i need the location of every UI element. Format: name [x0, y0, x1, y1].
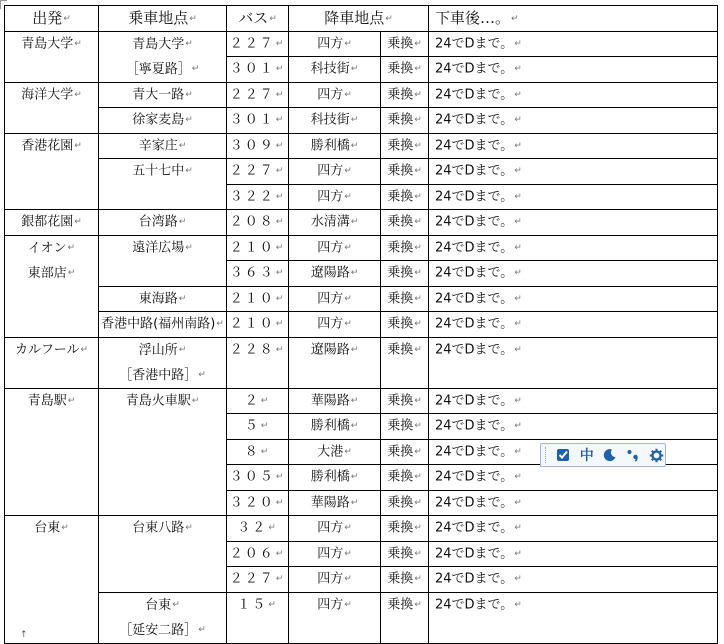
bus-number-cell: ８↵ [227, 439, 289, 465]
after-cell: 24でDまで。↵ [429, 133, 718, 159]
alighting-cell: 科技街↵ [289, 108, 381, 134]
header-alighting: 降車地点↵ [289, 6, 429, 32]
bus-number-cell: ２↵ [227, 388, 289, 414]
table-row [5, 133, 718, 159]
table-row [5, 210, 718, 236]
after-cell: 24でDまで。↵ [429, 439, 718, 465]
table-row [5, 516, 718, 542]
alighting-cell: 水清溝↵ [289, 210, 381, 236]
bus-number-cell: ５↵ [227, 414, 289, 440]
boarding-cell: 香港中路(福州南路)↵ [99, 312, 227, 338]
bus-number-cell: ２２７↵ [227, 31, 289, 57]
alighting-cell: 四方↵ [289, 516, 381, 542]
boarding-cell: 東海路↵ [99, 286, 227, 312]
bus-number-cell: ３２０↵ [227, 490, 289, 516]
bus-number-cell: ３０１↵ [227, 57, 289, 83]
after-cell: 24でDまで。↵ [429, 82, 718, 108]
departure-cell: 台東↵ [5, 516, 99, 644]
bus-number-cell: ２１０↵ [227, 312, 289, 338]
alighting-cell: 四方↵ [289, 31, 381, 57]
transfer-cell: 乗換↵ [381, 108, 429, 134]
checkbox-icon[interactable] [555, 446, 572, 464]
alighting-cell: 四方↵ [289, 184, 381, 210]
transfer-cell: 乗換↵ [381, 159, 429, 185]
boarding-cell: 五十七中↵ [99, 159, 227, 210]
bus-number-cell: ３０５↵ [227, 465, 289, 491]
bus-number-cell: ２１０↵ [227, 286, 289, 312]
transfer-cell: 乗換↵ [381, 31, 429, 57]
bus-number-cell: ２０８↵ [227, 210, 289, 236]
alighting-cell: 科技街↵ [289, 57, 381, 83]
boarding-cell: 台東↵ ［延安二路］↵ [99, 592, 227, 643]
alighting-cell: 四方↵ [289, 312, 381, 338]
after-cell: 24でDまで。↵ [429, 108, 718, 134]
header-bus: バス↵ [227, 6, 289, 32]
boarding-cell: 遠洋広場↵ [99, 235, 227, 286]
departure-cell: 青島大学↵ [5, 31, 99, 82]
table-row [5, 592, 718, 643]
alighting-cell: 遼陽路↵ [289, 261, 381, 287]
table-header-row [5, 6, 718, 32]
transfer-cell: 乗換↵ [381, 337, 429, 388]
alighting-cell: 四方↵ [289, 235, 381, 261]
boarding-cell: 浮山所↵ ［香港中路］↵ [99, 337, 227, 388]
transfer-cell: 乗換↵ [381, 439, 429, 465]
bus-number-cell: ３２２↵ [227, 184, 289, 210]
alighting-cell: 勝利橋↵ [289, 133, 381, 159]
bus-number-cell: ２１０↵ [227, 235, 289, 261]
input-mode-button[interactable]: 中 [579, 448, 594, 464]
transfer-cell: 乗換↵ [381, 516, 429, 542]
transfer-cell: 乗換↵ [381, 592, 429, 643]
bus-number-cell: ２２８↵ [227, 337, 289, 388]
after-cell: 24でDまで。↵ [429, 465, 718, 491]
departure-cell: 青島駅↵ [5, 388, 99, 516]
table-row [5, 235, 718, 261]
after-cell: 24でDまで。↵ [429, 337, 718, 388]
table-row [5, 312, 718, 338]
boarding-cell: 青島大学↵ ［寧夏路］↵ [99, 31, 227, 82]
after-cell: 24でDまで。↵ [429, 31, 718, 57]
transfer-cell: 乗換↵ [381, 184, 429, 210]
transfer-cell: 乗換↵ [381, 210, 429, 236]
alighting-cell: 四方↵ [289, 567, 381, 593]
transfer-cell: 乗換↵ [381, 414, 429, 440]
departure-cell: 銀都花園↵ [5, 210, 99, 236]
gear-icon[interactable] [648, 446, 665, 464]
after-cell: 24でDまで。↵ [429, 210, 718, 236]
alighting-cell: 四方↵ [289, 286, 381, 312]
boarding-cell: 辛家庄↵ [99, 133, 227, 159]
header-departure: 出発↵ [5, 6, 99, 32]
alighting-cell: 大港↵ [289, 439, 381, 465]
after-cell: 24でDまで。↵ [429, 159, 718, 185]
table-row [5, 286, 718, 312]
alighting-cell: 四方↵ [289, 541, 381, 567]
table-row [5, 159, 718, 185]
bus-number-cell: ２２７↵ [227, 82, 289, 108]
bus-number-cell: ２０６↵ [227, 541, 289, 567]
bus-number-cell: ３６３↵ [227, 261, 289, 287]
alighting-cell: 四方↵ [289, 159, 381, 185]
alighting-cell: 四方↵ [289, 592, 381, 643]
table-row [5, 82, 718, 108]
after-cell: 24でDまで。↵ [429, 490, 718, 516]
after-cell: 24でDまで。↵ [429, 235, 718, 261]
alighting-cell: 遼陽路↵ [289, 337, 381, 388]
header-after: 下車後…。↵ [429, 6, 718, 32]
after-cell: 24でDまで。↵ [429, 312, 718, 338]
boarding-cell: 台東八路↵ [99, 516, 227, 593]
departure-cell: カルフール↵ [5, 337, 99, 388]
after-cell: 24でDまで。↵ [429, 592, 718, 643]
text-cursor-mark: ↑ [20, 630, 28, 640]
ime-toolbar[interactable] [540, 443, 666, 467]
table-row [5, 108, 718, 134]
after-cell: 24でDまで。↵ [429, 261, 718, 287]
transfer-cell: 乗換↵ [381, 261, 429, 287]
boarding-cell: 青島火車駅↵ [99, 388, 227, 516]
transfer-cell: 乗換↵ [381, 567, 429, 593]
table-row [5, 31, 718, 57]
moon-icon[interactable] [601, 446, 618, 464]
transfer-cell: 乗換↵ [381, 388, 429, 414]
after-cell: 24でDまで。↵ [429, 516, 718, 542]
boarding-cell: 徐家麦島↵ [99, 108, 227, 134]
after-cell: 24でDまで。↵ [429, 567, 718, 593]
after-cell: 24でDまで。↵ [429, 414, 718, 440]
alighting-cell: 華陽路↵ [289, 490, 381, 516]
after-cell: 24でDまで。↵ [429, 388, 718, 414]
bus-route-table [4, 5, 718, 644]
transfer-cell: 乗換↵ [381, 286, 429, 312]
after-cell: 24でDまで。↵ [429, 286, 718, 312]
bus-number-cell: １５↵ [227, 592, 289, 643]
alighting-cell: 華陽路↵ [289, 388, 381, 414]
transfer-cell: 乗換↵ [381, 465, 429, 491]
transfer-cell: 乗換↵ [381, 57, 429, 83]
transfer-cell: 乗換↵ [381, 541, 429, 567]
header-boarding: 乗車地点↵ [99, 6, 227, 32]
punctuation-icon[interactable] [625, 446, 642, 464]
departure-cell: 香港花園↵ [5, 133, 99, 210]
bus-number-cell: ２２７↵ [227, 159, 289, 185]
bus-number-cell: ３０１↵ [227, 108, 289, 134]
bus-number-cell: ３０９↵ [227, 133, 289, 159]
transfer-cell: 乗換↵ [381, 133, 429, 159]
table-row [5, 337, 718, 388]
boarding-cell: 青大一路↵ [99, 82, 227, 108]
after-cell: 24でDまで。↵ [429, 57, 718, 83]
transfer-cell: 乗換↵ [381, 490, 429, 516]
after-cell: 24でDまで。↵ [429, 184, 718, 210]
after-cell: 24でDまで。↵ [429, 541, 718, 567]
table-row [5, 388, 718, 414]
transfer-cell: 乗換↵ [381, 312, 429, 338]
alighting-cell: 四方↵ [289, 82, 381, 108]
alighting-cell: 勝利橋↵ [289, 414, 381, 440]
departure-cell: イオン↵ 東部店↵ [5, 235, 99, 337]
alighting-cell: 勝利橋↵ [289, 465, 381, 491]
bus-number-cell: ３２↵ [227, 516, 289, 542]
bus-number-cell: ２２７↵ [227, 567, 289, 593]
departure-cell: 海洋大学↵ [5, 82, 99, 133]
transfer-cell: 乗換↵ [381, 235, 429, 261]
boarding-cell: 台湾路↵ [99, 210, 227, 236]
drag-handle[interactable] [545, 447, 549, 463]
transfer-cell: 乗換↵ [381, 82, 429, 108]
